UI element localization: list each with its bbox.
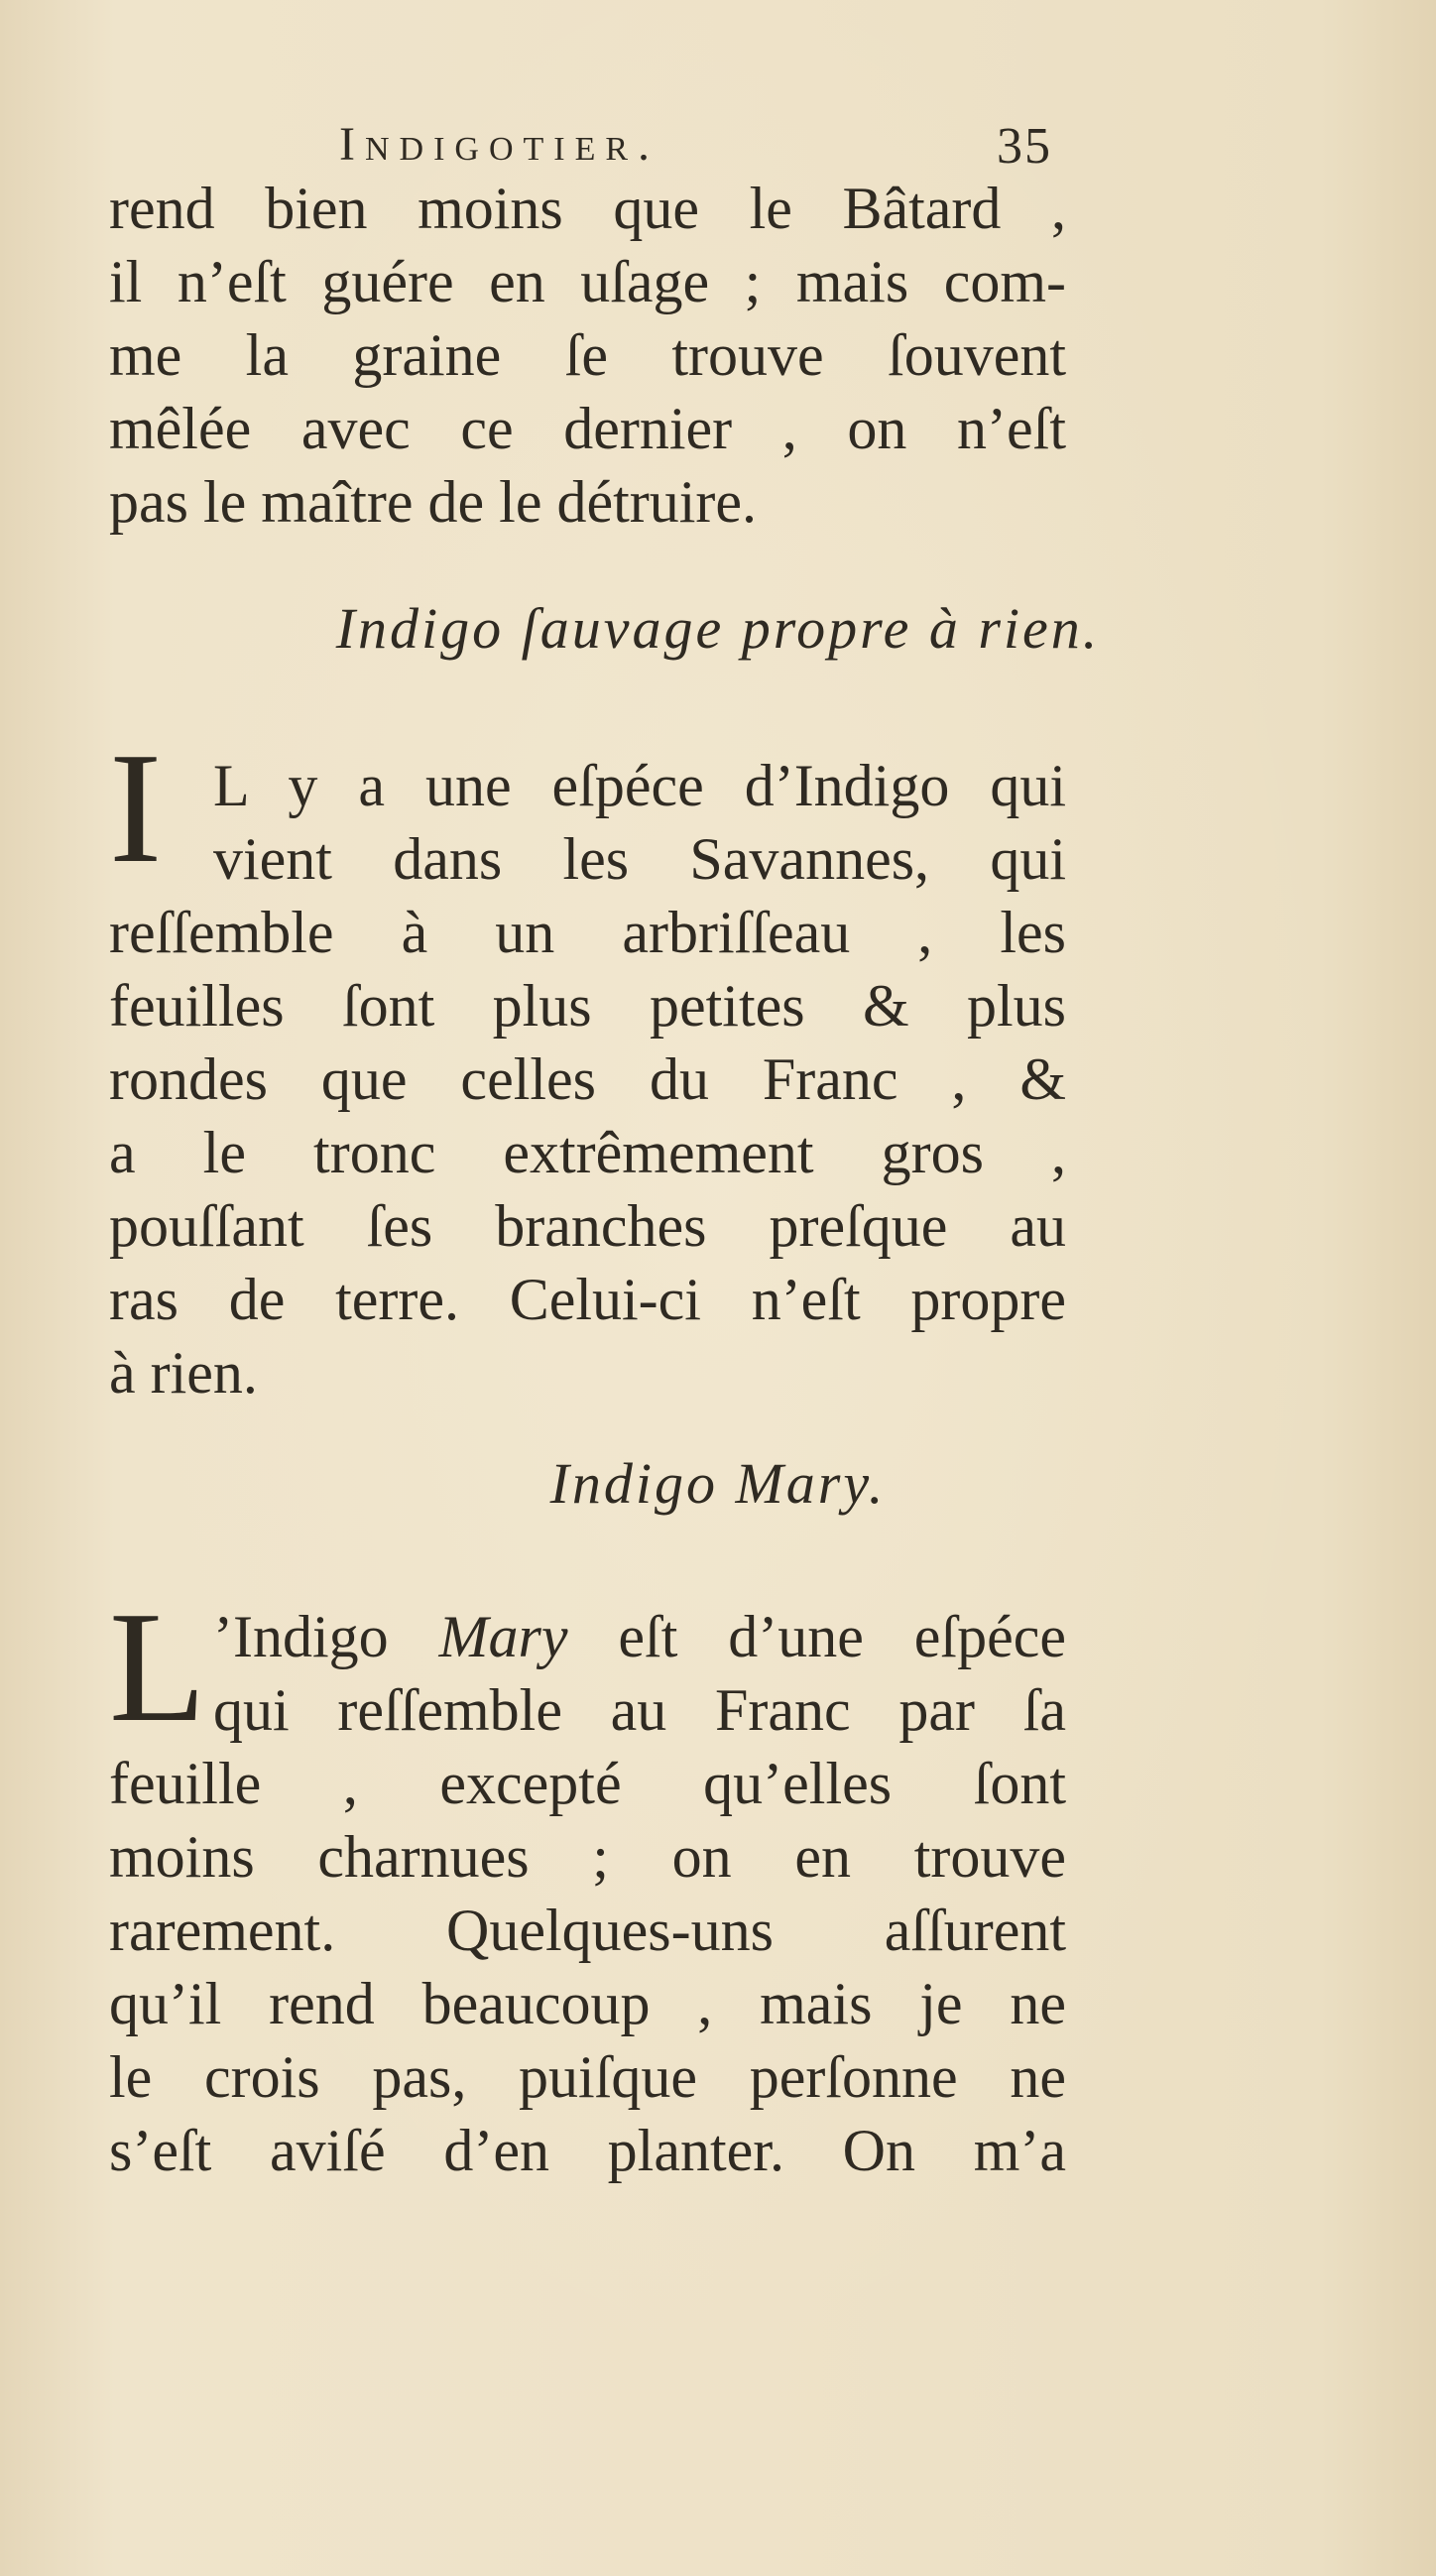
text-line: il n’eſt guére en uſage ; mais com- (109, 249, 1066, 314)
text-line: ras de terre. Celui-ci n’eſt propre (109, 1267, 1066, 1332)
text-line: s’eſt aviſé d’en planter. On m’a (109, 2118, 1066, 2183)
text-line: reſſemble à un arbriſſeau , les (109, 900, 1066, 965)
text-line: pas le maître de le détruire. (109, 469, 758, 535)
drop-cap: I (109, 719, 163, 896)
text-line: le crois pas, puiſque perſonne ne (109, 2044, 1066, 2110)
text-line: moins charnues ; on en trouve (109, 1824, 1066, 1890)
section-heading: Indigo Mary. (549, 1451, 887, 1516)
drop-cap: L (109, 1578, 206, 1755)
text-line: feuille , excepté qu’elles ſont (109, 1751, 1066, 1816)
text-line: mêlée avec ce dernier , on n’eſt (109, 396, 1066, 461)
text-line: vient dans les Savannes, qui (213, 826, 1066, 892)
text-line: pouſſant ſes branches preſque au (109, 1193, 1066, 1259)
italic-name: Mary (438, 1604, 568, 1669)
text-line: a le tronc extrêmement gros , (109, 1120, 1066, 1185)
running-head: Indigotier. (339, 118, 660, 171)
text-line: feuilles ſont plus petites & plus (109, 973, 1066, 1039)
text-line: rarement. Quelques-uns aſſurent (109, 1898, 1066, 1963)
text-line: L y a une eſpéce d’Indigo qui (213, 753, 1066, 818)
text-line: à rien. (109, 1340, 258, 1406)
page-number: 35 (997, 118, 1052, 175)
text-line: rend bien moins que le Bâtard , (109, 176, 1066, 241)
section-heading: Indigo ſauvage propre à rien. (335, 596, 1101, 661)
text-line: me la graine ſe trouve ſouvent (109, 322, 1066, 388)
text-line: qui reſſemble au Franc par ſa (213, 1677, 1066, 1743)
text-run: ’Indigo (213, 1604, 439, 1669)
text-line: rondes que celles du Franc , & (109, 1046, 1066, 1112)
text-line (213, 1601, 1066, 1672)
text-run: eſt d’une eſpéce (567, 1604, 1066, 1669)
text-line: qu’il rend beaucoup , mais je ne (109, 1971, 1066, 2036)
